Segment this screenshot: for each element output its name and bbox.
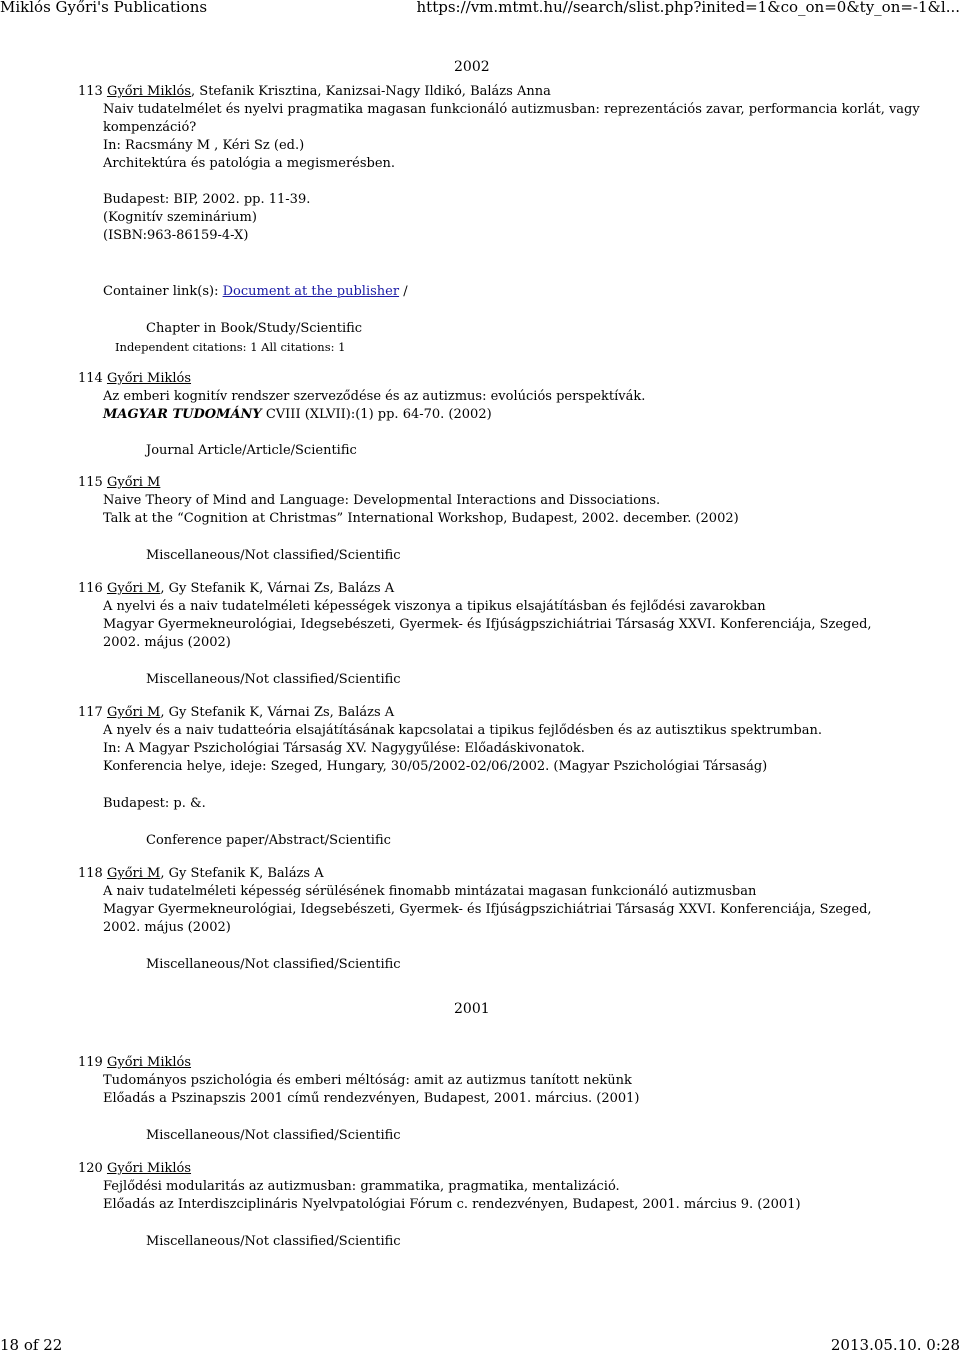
journal-details: CVIII (XLVII):(1) pp. 64-70. (2002) xyxy=(261,407,492,422)
publisher-document-link[interactable]: Document at the publisher xyxy=(222,284,400,299)
entry-venue: Talk at the “Cognition at Christmas” International Workshop, Budapest, 2002. december. (2002) xyxy=(103,511,739,526)
container-label: Container link(s): xyxy=(103,284,223,299)
publication-type: Journal Article/Article/Scientific xyxy=(146,443,357,458)
entry-venue: Magyar Gyermekneurológiai, Idegsebészeti, Gyermek- és Ifjúságpszichiátriai Társaság XXVI. Konferenciája, Szeged, xyxy=(103,902,872,917)
print-datetime: 2013.05.10. 0:28 xyxy=(830,1336,960,1354)
publication-type: Miscellaneous/Not classified/Scientific xyxy=(146,1128,401,1143)
publication-type: Miscellaneous/Not classified/Scientific xyxy=(146,548,401,563)
entry-proceedings: In: A Magyar Pszichológiai Társaság XV. Nagygyűlése: Előadáskivonatok. xyxy=(103,741,585,756)
entry-title: Tudományos pszichológia és emberi méltóság: amit az autizmus tanított nekünk xyxy=(103,1073,632,1088)
entry-editors: In: Racsmány M , Kéri Sz (ed.) xyxy=(103,138,305,153)
entry-number: 118 xyxy=(78,866,103,881)
entry-publisher: Budapest: BIP, 2002. pp. 11-39. xyxy=(103,192,311,207)
entry-number: 119 xyxy=(78,1055,103,1070)
entry-series: (Kognitív szeminárium) xyxy=(103,210,257,225)
publication-type: Miscellaneous/Not classified/Scientific xyxy=(146,957,401,972)
entry-venue-cont: 2002. május (2002) xyxy=(103,920,231,935)
page-counter: 18 of 22 xyxy=(0,1336,63,1354)
entry-title: A nyelvi és a naiv tudatelméleti képességek viszonya a tipikus elsajátításban és fejlődési zavarokban xyxy=(103,599,766,614)
entry-venue-cont: 2002. május (2002) xyxy=(103,635,231,650)
entry-title: Naive Theory of Mind and Language: Developmental Interactions and Dissociations. xyxy=(103,493,661,508)
entry-number: 115 xyxy=(78,475,103,490)
container-separator: / xyxy=(399,284,408,299)
entry-venue: Előadás a Pszinapszis 2001 című rendezvényen, Budapest, 2001. március. (2001) xyxy=(103,1091,640,1106)
entry-title: Naiv tudatelmélet és nyelvi pragmatika magasan funkcionáló autizmusban: reprezentációs zavar, performancia korlát, vagy xyxy=(103,102,920,117)
author-link[interactable]: Győri M xyxy=(106,705,161,720)
entry-number: 120 xyxy=(78,1161,103,1176)
publication-type: Conference paper/Abstract/Scientific xyxy=(146,833,391,848)
publication-type: Miscellaneous/Not classified/Scientific xyxy=(146,672,401,687)
citation-counts: Independent citations: 1 All citations: 1 xyxy=(115,340,346,354)
container-links xyxy=(103,283,408,301)
publication-type: Chapter in Book/Study/Scientific xyxy=(146,321,363,336)
page-header-url: https://vm.mtmt.hu//search/slist.php?inited=1&co_on=0&ty_on=-1&l... xyxy=(416,0,960,16)
year-heading: 2002 xyxy=(454,59,490,75)
entry-title: Az emberi kognitív rendszer szerveződése és az autizmus: evolúciós perspektívák. xyxy=(103,389,646,404)
page-header-title: Miklós Győri's Publications xyxy=(0,0,208,16)
entry-title: A naiv tudatelméleti képesség sérülésének finomabb mintázatai magasan funkcionáló autizmusban xyxy=(103,884,757,899)
author-link[interactable]: Győri M xyxy=(106,866,161,881)
entry-title-cont: kompenzáció? xyxy=(103,120,197,135)
entry-conference: Konferencia helye, ideje: Szeged, Hungary, 30/05/2002-02/06/2002. (Magyar Pszichológiai Társaság) xyxy=(103,759,768,774)
coauthors: , Stefanik Krisztina, Kanizsai-Nagy Ildikó, Balázs Anna xyxy=(191,84,551,99)
entry-number: 116 xyxy=(78,581,103,596)
author-link[interactable]: Győri M xyxy=(106,581,161,596)
entry-venue: Magyar Gyermekneurológiai, Idegsebészeti, Gyermek- és Ifjúságpszichiátriai Társaság XXVI. Konferenciája, Szeged, xyxy=(103,617,872,632)
author-link[interactable]: Győri Miklós xyxy=(106,1055,192,1070)
entry-number: 114 xyxy=(78,371,103,386)
entry-number: 113 xyxy=(78,84,103,99)
journal-name: MAGYAR TUDOMÁNY xyxy=(103,407,262,422)
entry-title: Fejlődési modularitás az autizmusban: grammatika, pragmatika, mentalizáció. xyxy=(103,1179,620,1194)
entry-title: A nyelv és a naiv tudatteória elsajátításának kapcsolatai a tipikus fejlődésben és az autisztikus spektrumban. xyxy=(103,723,822,738)
coauthors: , Gy Stefanik K, Várnai Zs, Balázs A xyxy=(160,581,395,596)
author-link[interactable]: Győri Miklós xyxy=(106,371,192,386)
entry-venue: Előadás az Interdiszciplináris Nyelvpatológiai Fórum c. rendezvényen, Budapest, 2001. március 9. (2001) xyxy=(103,1197,801,1212)
author-link[interactable]: Győri Miklós xyxy=(106,1161,192,1176)
entry-publisher: Budapest: p. &. xyxy=(103,796,206,811)
entry-isbn: (ISBN:963-86159-4-X) xyxy=(103,228,249,243)
coauthors: , Gy Stefanik K, Balázs A xyxy=(160,866,324,881)
author-link[interactable]: Győri Miklós xyxy=(106,84,192,99)
author-link[interactable]: Győri M xyxy=(106,475,161,490)
coauthors: , Gy Stefanik K, Várnai Zs, Balázs A xyxy=(160,705,395,720)
year-heading: 2001 xyxy=(454,1001,490,1017)
publication-type: Miscellaneous/Not classified/Scientific xyxy=(146,1234,401,1249)
entry-book: Architektúra és patológia a megismerésben. xyxy=(103,156,396,171)
entry-number: 117 xyxy=(78,705,103,720)
